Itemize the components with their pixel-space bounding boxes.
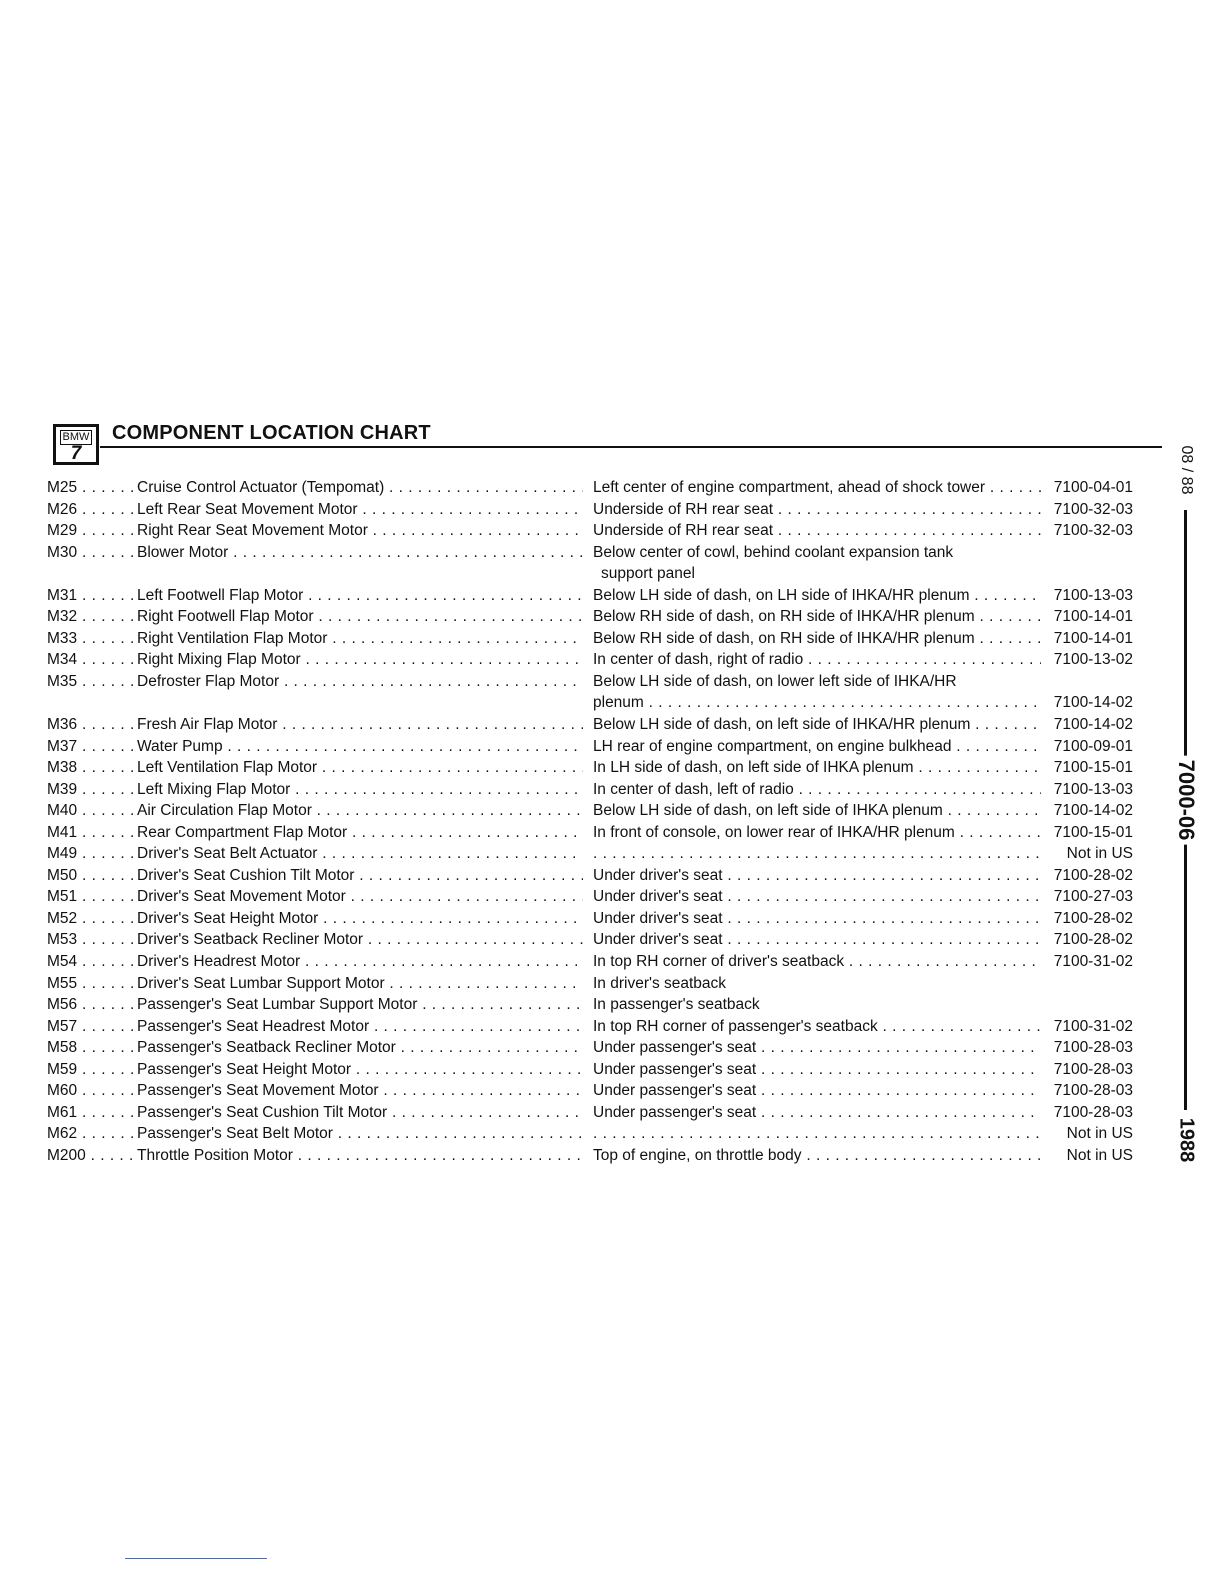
table-row [47,1123,1147,1145]
component-id: M31 . . . [47,585,135,607]
component-name: Right Footwell Flap Motor . . . [137,606,583,628]
component-id: M40 . . . [47,800,135,822]
component-location: Left center of engine compartment, ahead of shock tower . . . [593,477,1041,499]
table-row [47,477,1147,499]
component-name: Passenger's Seat Lumbar Support Motor . . . [137,994,583,1016]
table-row [47,779,1147,801]
component-id: M41 . . . [47,822,135,844]
component-location: In center of dash, left of radio . . . [593,779,1041,801]
component-name: Left Footwell Flap Motor . . . [137,585,583,607]
reference-number: 7100-13-02 [1053,651,1133,669]
component-id: M29 . . . [47,520,135,542]
reference-number: 7100-15-01 [1053,823,1133,841]
component-id: M50 . . . [47,865,135,887]
component-location: Under passenger's seat . . . [593,1059,1041,1081]
component-name: Cruise Control Actuator (Tempomat) . . . [137,477,583,499]
component-location: Under driver's seat . . . [593,865,1041,887]
title-rule [100,446,1162,448]
component-name: Driver's Headrest Motor . . . [137,951,583,973]
table-row [47,822,1147,844]
component-name: Defroster Flap Motor . . . [137,671,583,693]
component-id: M59 . . . [47,1059,135,1081]
reference-number: 7100-28-02 [1053,866,1133,884]
table-row [47,1037,1147,1059]
component-location: Underside of RH rear seat . . . [593,520,1041,542]
table-row [47,994,1147,1016]
component-id: M62 . . . [47,1123,135,1145]
component-location [593,1123,1041,1145]
component-id: M49 . . . [47,843,135,865]
component-location: Under passenger's seat . . . [593,1102,1041,1124]
table-row [47,929,1147,951]
component-location-continued: support panel [601,565,695,583]
table-row [47,800,1147,822]
table-row [47,1102,1147,1124]
reference-number: 7100-31-02 [1053,953,1133,971]
table-row [47,757,1147,779]
side-margin: 08 / 88 7000-06 1988 [1170,440,1202,1170]
reference-number: 7100-32-03 [1053,522,1133,540]
table-row [47,951,1147,973]
component-location: Under driver's seat . . . [593,908,1041,930]
component-id: M61 . . . [47,1102,135,1124]
component-location: In driver's seatback [593,974,727,992]
component-location: Below LH side of dash, on LH side of IHKA/HR plenum . . . [593,585,1041,607]
component-id: M57 . . . [47,1016,135,1038]
reference-number: Not in US [1066,1146,1133,1164]
component-location: In center of dash, right of radio . . . [593,649,1041,671]
table-row [47,628,1147,650]
table-row [47,714,1147,736]
component-location: In top RH corner of passenger's seatback . . . [593,1016,1041,1038]
reference-number: 7100-14-02 [1053,694,1133,712]
reference-number: 7100-28-02 [1053,931,1133,949]
component-id: M52 . . . [47,908,135,930]
component-id: M53 . . . [47,929,135,951]
table-row [47,843,1147,865]
table-row [47,908,1147,930]
component-name: Driver's Seatback Recliner Motor . . . [137,929,583,951]
component-name: Passenger's Seat Cushion Tilt Motor . . . [137,1102,583,1124]
component-id: M30 . . . [47,542,135,564]
component-id: M26 . . . [47,499,135,521]
component-name: Left Ventilation Flap Motor . . . [137,757,583,779]
component-name: Passenger's Seat Height Motor . . . [137,1059,583,1081]
table-row [47,1059,1147,1081]
component-name: Water Pump . . . [137,736,583,758]
component-location: LH rear of engine compartment, on engine bulkhead . . . [593,736,1041,758]
component-id: M33 . . . [47,628,135,650]
reference-number: 7100-31-02 [1053,1017,1133,1035]
reference-number: 7100-28-03 [1053,1082,1133,1100]
component-name: Right Rear Seat Movement Motor . . . [137,520,583,542]
component-location: In top RH corner of driver's seatback . . . [593,951,1041,973]
component-id: M200 . . . [47,1145,135,1167]
component-id: M51 . . . [47,886,135,908]
component-name: Passenger's Seat Headrest Motor . . . [137,1016,583,1038]
page-title: COMPONENT LOCATION CHART [112,422,431,444]
component-name: Driver's Seat Lumbar Support Motor . . . [137,973,583,995]
table-row [47,886,1147,908]
component-location: Below center of cowl, behind coolant expansion tank [593,543,954,561]
component-id: M56 . . . [47,994,135,1016]
table-row [47,520,1147,542]
component-name: Passenger's Seat Movement Motor . . . [137,1080,583,1102]
component-id: M38 . . . [47,757,135,779]
component-name: Driver's Seat Height Motor . . . [137,908,583,930]
component-id: M36 . . . [47,714,135,736]
component-name: Left Rear Seat Movement Motor . . . [137,499,583,521]
table-row [47,1145,1147,1167]
reference-number: 7100-28-02 [1053,909,1133,927]
side-rule-bottom [1184,840,1187,1110]
reference-number: 7100-14-02 [1053,802,1133,820]
table-row [47,736,1147,758]
component-name: Left Mixing Flap Motor . . . [137,779,583,801]
reference-number: 7100-14-01 [1053,608,1133,626]
reference-number: 7100-28-03 [1053,1039,1133,1057]
footer-rule [125,1558,267,1559]
component-name: Throttle Position Motor . . . [137,1145,583,1167]
reference-number: 7100-28-03 [1053,1060,1133,1078]
component-name: Right Mixing Flap Motor . . . [137,649,583,671]
component-name: Right Ventilation Flap Motor . . . [137,628,583,650]
component-name: Driver's Seat Movement Motor . . . [137,886,583,908]
table-row [47,865,1147,887]
component-location-table [47,477,1147,1167]
table-row [47,649,1147,671]
reference-number: 7100-13-03 [1053,780,1133,798]
reference-number: 7100-09-01 [1053,737,1133,755]
component-id: M25 . . . [47,477,135,499]
component-name: Rear Compartment Flap Motor . . . [137,822,583,844]
side-rule-top [1184,510,1187,760]
component-name: Fresh Air Flap Motor . . . [137,714,583,736]
component-location: Under passenger's seat . . . [593,1037,1041,1059]
component-id: M60 . . . [47,1080,135,1102]
reference-number: Not in US [1066,845,1133,863]
component-name: Passenger's Seatback Recliner Motor . . . [137,1037,583,1059]
reference-number: 7100-13-03 [1053,586,1133,604]
table-row [47,499,1147,521]
component-id: M34 . . . [47,649,135,671]
component-location: Top of engine, on throttle body . . . [593,1145,1041,1167]
component-location-continued: plenum . . . [593,692,1041,714]
component-id: M39 . . . [47,779,135,801]
component-location: Under driver's seat . . . [593,929,1041,951]
component-name: Air Circulation Flap Motor . . . [137,800,583,822]
component-location: Below LH side of dash, on lower left side of IHKA/HR [593,672,957,690]
component-id: M54 . . . [47,951,135,973]
table-row [47,1016,1147,1038]
component-location: In LH side of dash, on left side of IHKA plenum . . . [593,757,1041,779]
component-id: M58 . . . [47,1037,135,1059]
bmw-7-series-logo [53,424,99,465]
table-row [47,1080,1147,1102]
table-row [47,606,1147,628]
component-location: In passenger's seatback [593,996,760,1014]
table-row-continuation [47,563,1147,585]
reference-number: 7100-04-01 [1053,479,1133,496]
component-location: In front of console, on lower rear of IHKA/HR plenum . . . [593,822,1041,844]
reference-number: 7100-28-03 [1053,1103,1133,1121]
reference-number: 7100-15-01 [1053,759,1133,777]
table-row [47,973,1147,995]
logo-series: 7 [70,443,82,464]
component-id: M37 . . . [47,736,135,758]
reference-number: 7100-32-03 [1053,500,1133,518]
reference-number: Not in US [1066,1125,1133,1143]
component-location: Below LH side of dash, on left side of IHKA/HR plenum . . . [593,714,1041,736]
component-location: Underside of RH rear seat . . . [593,499,1041,521]
component-location [593,843,1041,865]
component-name: Blower Motor . . . [137,542,583,564]
logo-brand: BMW [60,430,92,445]
component-id: M32 . . . [47,606,135,628]
component-location: Below RH side of dash, on RH side of IHKA/HR plenum . . . [593,606,1041,628]
component-location: Under passenger's seat . . . [593,1080,1041,1102]
table-row [47,585,1147,607]
component-name: Driver's Seat Cushion Tilt Motor . . . [137,865,583,887]
component-id: M35 . . . [47,671,135,693]
reference-number: 7100-27-03 [1053,888,1133,906]
table-row-continuation [47,692,1147,714]
component-name: Passenger's Seat Belt Motor . . . [137,1123,583,1145]
table-row [47,542,1147,564]
table-row [47,671,1147,693]
component-id: M55 . . . [47,973,135,995]
component-location: Below RH side of dash, on RH side of IHKA/HR plenum . . . [593,628,1041,650]
reference-number: 7100-14-02 [1053,716,1133,734]
component-location: Under driver's seat . . . [593,886,1041,908]
reference-number: 7100-14-01 [1053,629,1133,647]
component-name: Driver's Seat Belt Actuator . . . [137,843,583,865]
component-location: Below LH side of dash, on left side of IHKA plenum . . . [593,800,1041,822]
